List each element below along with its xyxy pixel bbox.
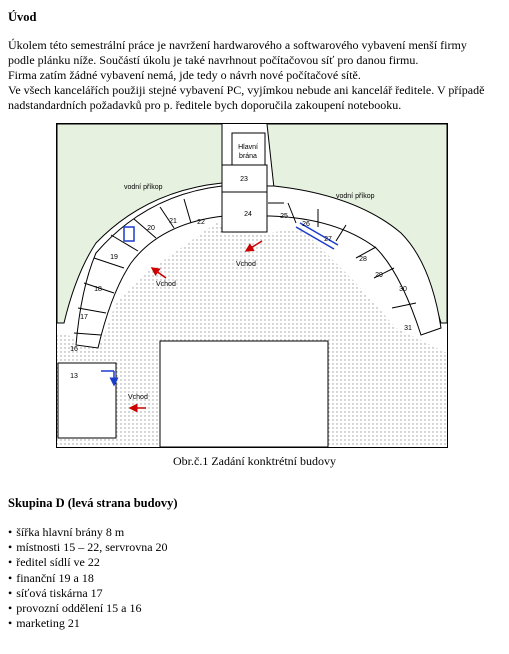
intro-line: Úkolem této semestrální práce je navržení hardwarového a softwarového vybavení menší firmy (8, 38, 467, 52)
room-label: 30 (399, 286, 407, 293)
room-label: 20 (147, 225, 155, 232)
gate-label: Hlavní (238, 144, 258, 151)
room-label: 28 (359, 256, 367, 263)
room-label: 24 (244, 211, 252, 218)
intro-line: podle plánku níže. Součástí úkolu je také navrhnout počítačovou síť pro danou firmu. (8, 53, 419, 67)
room-label: 18 (94, 286, 102, 293)
list-item: • místnosti 15 – 22, servrovna 20 (8, 540, 168, 555)
heading-intro: Úvod (8, 10, 37, 24)
room-label: 29 (375, 272, 383, 279)
heading-group-d: Skupina D (levá strana budovy) (8, 496, 178, 510)
room-label: 31 (404, 325, 412, 332)
intro-line: nadstandardních požadavků pro p. ředitele bych doporučila zakoupení notebooku. (8, 98, 402, 112)
moat-label: vodní příkop (124, 184, 163, 191)
room-label: 27 (324, 236, 332, 243)
list-item: • ředitel sídlí ve 22 (8, 555, 168, 570)
entrance-label: Vchod (128, 394, 148, 401)
intro-line: Ve všech kancelářích použiji stejné vybavení PC, vyjímkou nebude ani kancelář ředitele. V případě (8, 83, 485, 97)
room-label: 16 (70, 346, 78, 353)
room-13 (58, 363, 116, 438)
gate-label: brána (239, 153, 257, 160)
entrance-label: Vchod (236, 261, 256, 268)
room-label: 26 (302, 221, 310, 228)
list-item: • finanční 19 a 18 (8, 571, 168, 586)
list-item: • šířka hlavní brány 8 m (8, 525, 168, 540)
building-floor-plan (56, 123, 448, 448)
intro-line: Firma zatím žádné vybavení nemá, jde tedy o návrh nové počítačové sítě. (8, 68, 361, 82)
central-building (160, 341, 328, 447)
list-item: • marketing 21 (8, 616, 168, 631)
room-label: 25 (280, 213, 288, 220)
room-label: 22 (197, 219, 205, 226)
list-item: • provozní oddělení 15 a 16 (8, 601, 168, 616)
intro-paragraph (8, 38, 503, 113)
figure-caption: Obr.č.1 Zadání konktrétní budovy (173, 454, 336, 468)
room-label: 13 (70, 373, 78, 380)
entrance-label: Vchod (156, 281, 176, 288)
room-label: 21 (169, 218, 177, 225)
room-label: 19 (110, 254, 118, 261)
room-label: 23 (240, 176, 248, 183)
list-item: • síťová tiskárna 17 (8, 586, 168, 601)
requirements-list (8, 525, 168, 631)
room-label: 17 (80, 314, 88, 321)
moat-label: vodní příkop (336, 193, 375, 200)
